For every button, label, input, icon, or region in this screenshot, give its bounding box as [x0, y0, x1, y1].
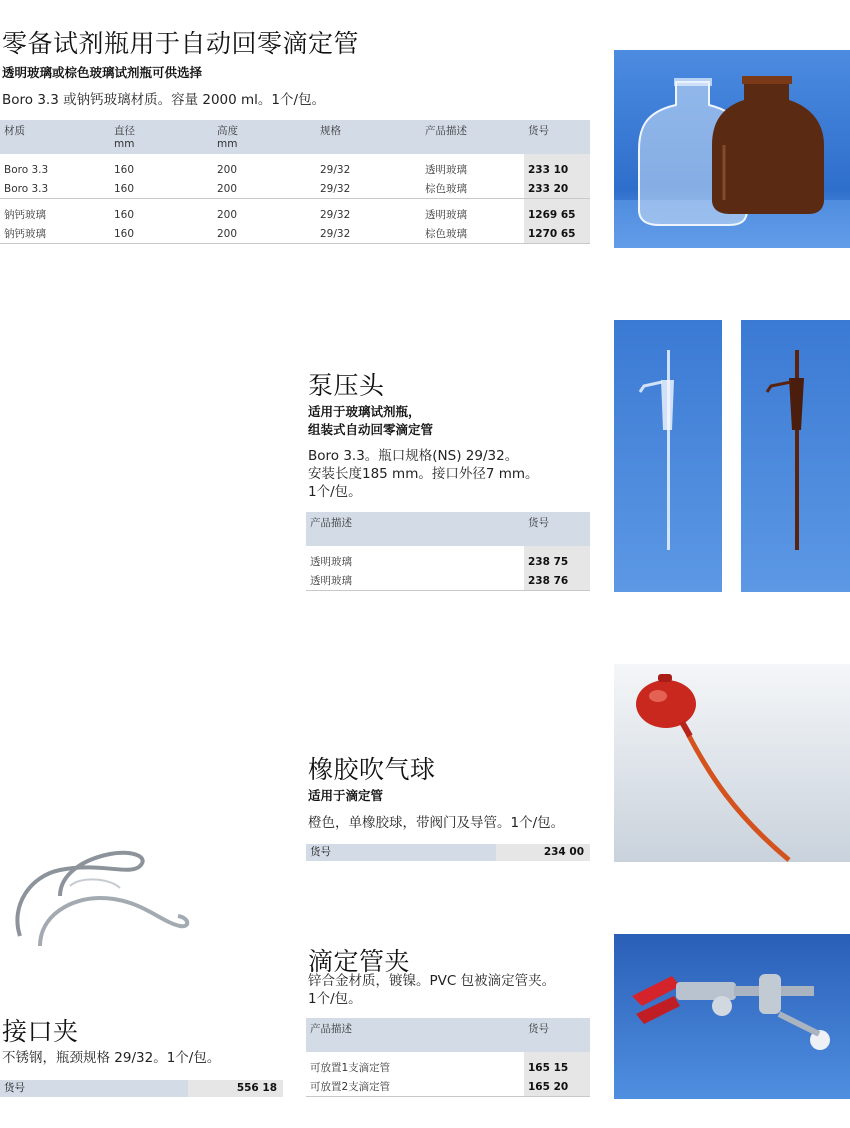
cell-item-no: 165 15 [524, 1058, 590, 1077]
reagent-bottle-desc: Boro 3.3 或钠钙玻璃材质。容量 2000 ml。1个/包。 [2, 92, 326, 108]
cell-description: 透明玻璃 [306, 571, 524, 591]
item-no-value: 234 00 [496, 844, 590, 861]
col-header-item-no: 货号 [524, 512, 590, 546]
table-header-row [306, 512, 590, 546]
cell-spec: 29/32 [316, 179, 421, 199]
reagent-bottle-table [0, 120, 590, 244]
cell-description: 透明玻璃 [425, 164, 467, 176]
cell-material: 钠钙玻璃 [0, 224, 110, 244]
pump-head-subtitle-2: 组装式自动回零滴定管 [308, 422, 434, 437]
col-header-height: 高度 mm [213, 120, 316, 154]
col-header-description: 产品描述 [306, 1018, 524, 1052]
cell-item-no: 238 76 [524, 571, 590, 591]
joint-clip-desc: 不锈钢，瓶颈规格 29/32。1个/包。 [2, 1050, 221, 1066]
table-row [306, 552, 590, 571]
col-header-material: 材质 [0, 120, 110, 154]
joint-clip-photo [0, 826, 200, 966]
burette-clamp-desc-1: 锌合金材质，镀镍。PVC 包被滴定管夹。 [308, 973, 556, 989]
pump-head-title: 泵压头 [308, 371, 385, 400]
cell-material: 钠钙玻璃 [4, 209, 46, 221]
table-header-row [306, 1018, 590, 1052]
cell-diameter: 160 [110, 224, 213, 244]
cell-description: 透明玻璃 [310, 556, 352, 568]
item-no-label: 货号 [306, 844, 496, 861]
cell-height: 200 [217, 163, 238, 176]
pump-head-desc-3: 1个/包。 [308, 484, 362, 500]
table-row [0, 224, 590, 244]
col-header-item-no: 货号 [524, 120, 590, 154]
cell-item-no: 233 20 [524, 179, 590, 199]
cell-material: Boro 3.3 [4, 163, 49, 176]
cell-description: 棕色玻璃 [421, 224, 524, 244]
joint-clip-title: 接口夹 [2, 1017, 79, 1046]
clear-pump-head-photo [614, 320, 722, 592]
pump-head-table [306, 512, 590, 591]
rubber-bulb-code-bar [306, 844, 590, 861]
col-header-description: 产品描述 [421, 120, 524, 154]
table-header-row [0, 120, 590, 154]
table-row [306, 571, 590, 591]
cell-spec: 29/32 [316, 224, 421, 244]
rubber-bulb-desc: 橙色，单橡胶球，带阀门及导管。1个/包。 [308, 815, 565, 831]
table-row [0, 160, 590, 179]
item-no-value: 556 18 [188, 1080, 283, 1097]
cell-item-no: 165 20 [524, 1077, 590, 1097]
cell-diameter: 160 [114, 163, 135, 176]
cell-height: 200 [213, 224, 316, 244]
item-no-label: 货号 [0, 1080, 188, 1097]
cell-description: 棕色玻璃 [421, 179, 524, 199]
col-header-spec: 规格 [316, 120, 421, 154]
burette-clamp-photo [614, 934, 850, 1099]
cell-item-no: 238 75 [524, 552, 590, 571]
reagent-bottle-subtitle: 透明玻璃或棕色玻璃试剂瓶可供选择 [2, 65, 203, 80]
amber-pump-head-photo [741, 320, 850, 592]
pump-head-desc-2: 安装长度185 mm。接口外径7 mm。 [308, 466, 539, 482]
col-header-description: 产品描述 [306, 512, 524, 546]
cell-spec: 29/32 [320, 208, 351, 221]
burette-clamp-desc-2: 1个/包。 [308, 991, 362, 1007]
col-header-diameter: 直径 mm [110, 120, 213, 154]
cell-description: 可放置1支滴定管 [310, 1062, 391, 1074]
rubber-bulb-photo [614, 664, 850, 862]
rubber-bulb-title: 橡胶吹气球 [308, 755, 436, 784]
joint-clip-code-bar [0, 1080, 283, 1097]
cell-description: 可放置2支滴定管 [306, 1077, 524, 1097]
col-header-item-no: 货号 [524, 1018, 590, 1052]
pump-head-subtitle-1: 适用于玻璃试剂瓶， [308, 404, 421, 419]
table-row [0, 179, 590, 199]
cell-item-no: 1269 65 [524, 205, 590, 224]
rubber-bulb-subtitle: 适用于滴定管 [308, 788, 384, 803]
cell-spec: 29/32 [320, 163, 351, 176]
cell-height: 200 [213, 179, 316, 199]
pump-head-desc-1: Boro 3.3。瓶口规格(NS) 29/32。 [308, 448, 519, 464]
reagent-bottles-photo [614, 50, 850, 248]
cell-material: Boro 3.3 [0, 179, 110, 199]
cell-diameter: 160 [110, 179, 213, 199]
cell-height: 200 [217, 208, 238, 221]
table-row [0, 205, 590, 224]
cell-item-no: 1270 65 [524, 224, 590, 244]
burette-clamp-table [306, 1018, 590, 1097]
burette-clamp-title: 滴定管夹 [308, 947, 411, 976]
table-row [306, 1058, 590, 1077]
cell-item-no: 233 10 [524, 160, 590, 179]
reagent-bottle-title: 零备试剂瓶用于自动回零滴定管 [2, 29, 360, 58]
cell-description: 透明玻璃 [425, 209, 467, 221]
cell-diameter: 160 [114, 208, 135, 221]
table-row [306, 1077, 590, 1097]
